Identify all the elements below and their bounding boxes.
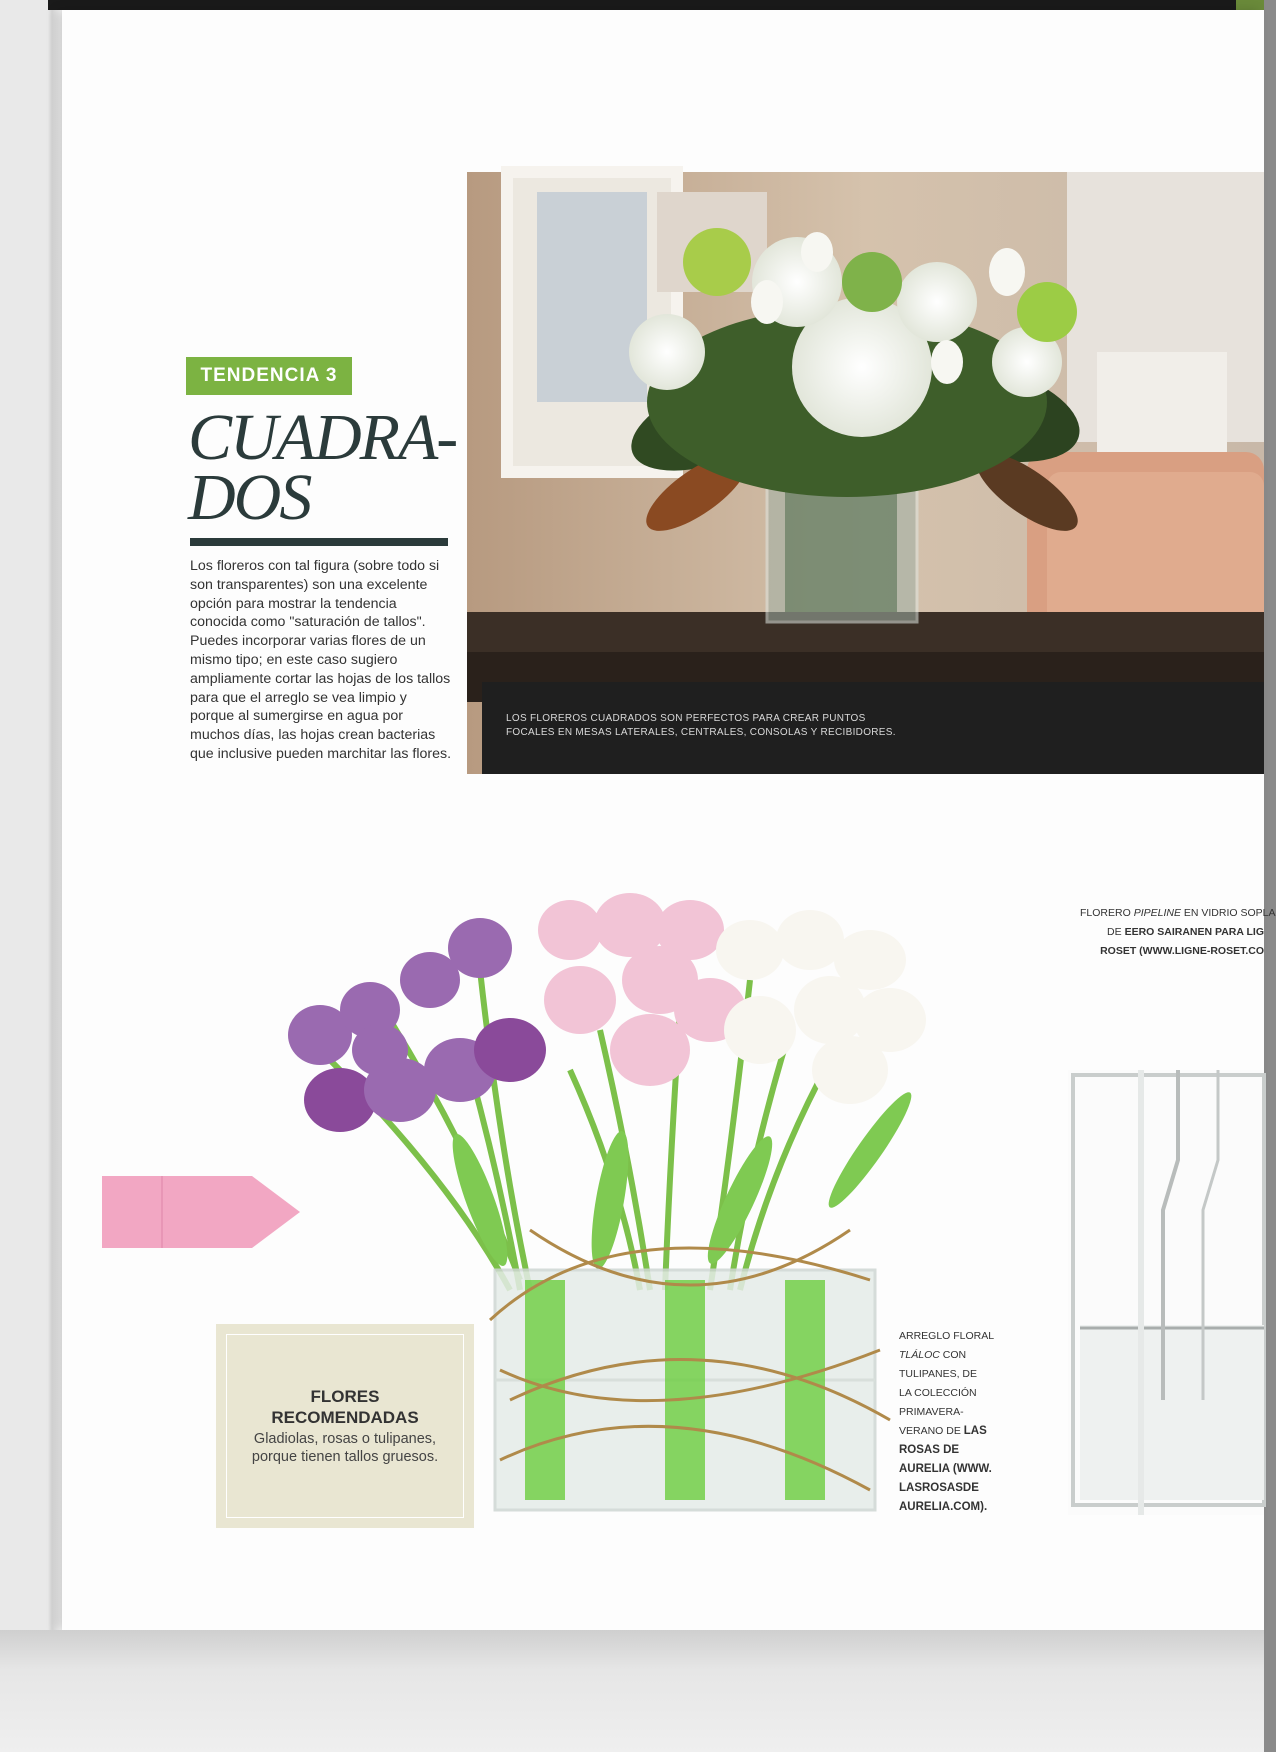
pink-arrow-marker <box>102 1176 302 1248</box>
arrangement-url: LASROSASDE <box>899 1482 979 1494</box>
recommended-flowers-box <box>216 1324 474 1528</box>
photo1-caption <box>482 682 1264 774</box>
headline-line-1: CUADRA- <box>188 401 457 474</box>
vase-caption-text: DE <box>1107 926 1125 938</box>
vase-caption-line-2 <box>1080 923 1264 942</box>
vase-caption-line-1 <box>1080 904 1276 923</box>
recommended-title-line-1: FLORES <box>310 1387 380 1406</box>
trend-headline <box>188 401 457 534</box>
trend-body-text: Los floreros con tal figura (sobre todo si son transparentes) son una excelente opción para mostrar la tendencia conocida como "saturación de tallos". Puedes incorporar varias flores de un mismo tipo; en este caso sugiero ampliamente cortar las hojas de los tallos para que el arreglo se vea limpio y porque al sumergirse en agua por muchos días, las hojas crean bacterias que inclusive pueden marchitar las flores. <box>190 558 452 762</box>
vase-caption-line-3 <box>1080 942 1264 961</box>
vase-url: (WWW.LIGNE-ROSET.CO <box>1136 945 1264 957</box>
recommended-title <box>245 1386 445 1428</box>
vase-name: PIPELINE <box>1133 907 1181 919</box>
photo1-caption-line-2: FOCALES EN MESAS LATERALES, CENTRALES, CONSOLAS Y RECIBIDORES. <box>506 727 896 738</box>
arrangement-url: AURELIA.COM). <box>899 1501 988 1513</box>
photo1-caption-line-1: LOS FLOREROS CUADRADOS SON PERFECTOS PARA CREAR PUNTOS <box>506 713 866 724</box>
arrangement-caption-text: VERANO DE <box>899 1425 964 1437</box>
arrangement-caption-line <box>899 1422 1009 1441</box>
arrangement-url: (WWW. <box>949 1463 992 1475</box>
arrangement-caption-line <box>899 1346 1009 1365</box>
arrangement-caption-line <box>899 1441 1009 1460</box>
page-bottom-shadow <box>0 1630 1264 1752</box>
arrangement-caption-line: TULIPANES, DE <box>899 1368 977 1380</box>
vase-designer: EERO SAIRANEN PARA LIG <box>1124 926 1264 938</box>
arrangement-caption <box>899 1327 1009 1517</box>
arrangement-caption-line: LA COLECCIÓN <box>899 1387 977 1399</box>
pipeline-vase-image <box>1068 1070 1264 1515</box>
vase-brand: ROSET <box>1100 945 1137 957</box>
recommended-title-line-2: RECOMENDADAS <box>271 1408 419 1427</box>
page-top-strip <box>1236 0 1264 10</box>
vase-caption <box>1080 904 1276 961</box>
arrangement-brand: ROSAS DE <box>899 1444 960 1456</box>
headline-rule <box>190 538 448 546</box>
page-top-edge <box>48 0 1238 10</box>
pipeline-vase-photo <box>1068 1070 1264 1515</box>
arrangement-caption-line <box>899 1498 1009 1517</box>
arrangement-caption-line: PRIMAVERA- <box>899 1406 964 1418</box>
trend-tag: TENDENCIA 3 <box>186 357 352 395</box>
arrangement-name: TLÁLOC <box>899 1349 940 1361</box>
headline-line-2: DOS <box>188 461 311 534</box>
recommended-flowers-frame <box>226 1334 464 1518</box>
arrangement-caption-text: CON <box>939 1349 967 1361</box>
arrangement-brand: LAS <box>963 1425 987 1437</box>
vase-caption-text: FLORERO <box>1080 907 1134 919</box>
arrangement-caption-line: ARREGLO FLORAL <box>899 1330 995 1342</box>
arrangement-caption-line <box>899 1479 1009 1498</box>
arrangement-caption-line <box>899 1460 1009 1479</box>
recommended-body: Gladiolas, rosas o tulipanes, porque tienen tallos gruesos. <box>251 1431 439 1465</box>
vase-caption-text: EN VIDRIO SOPLA <box>1180 907 1276 919</box>
arrangement-brand: AURELIA <box>899 1463 950 1475</box>
